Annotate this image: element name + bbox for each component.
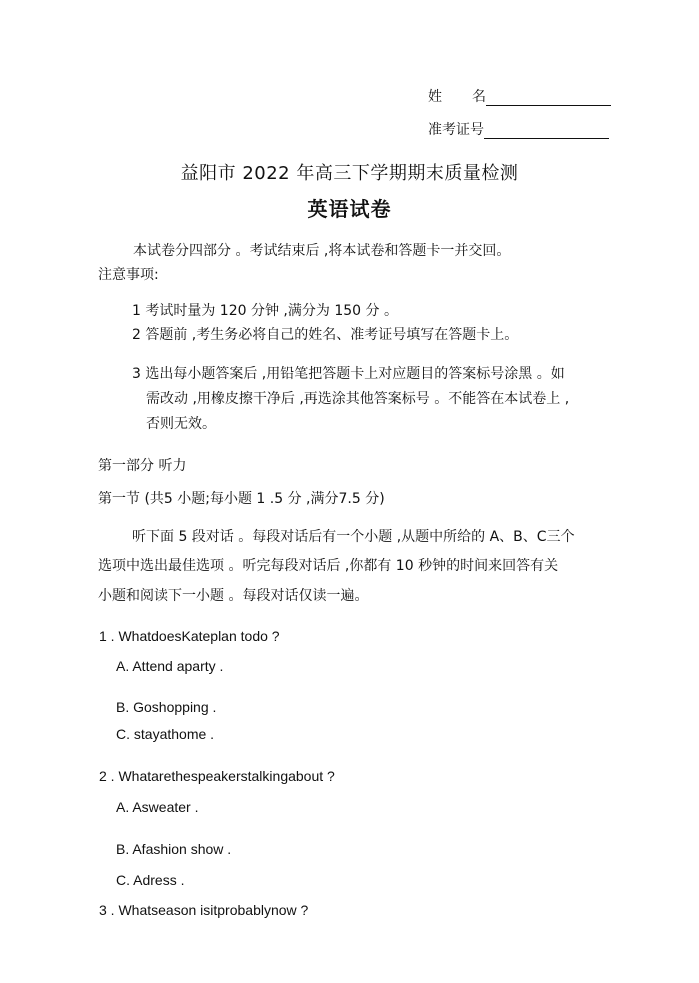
question-2-option-b[interactable]: B. Afashion show .: [116, 841, 232, 857]
instructions-line-2: 选项中选出最佳选项 。听完每段对话后 ,你都有 10 秒钟的时间来回答有关: [98, 558, 559, 574]
note-item-2: 2 答题前 ,考生务必将自己的姓名、准考证号填写在答题卡上。: [132, 327, 519, 343]
section1-heading: 第一节 (共5 小题;每小题 1 .5 分 ,满分7.5 分): [98, 491, 385, 507]
question-3-stem: 3 . Whatseason isitprobablynow ?: [99, 902, 309, 918]
exam-id-field: [428, 119, 609, 139]
intro-text: 本试卷分四部分 。考试结束后 ,将本试卷和答题卡一并交回。: [133, 243, 511, 259]
question-2-stem: 2 . Whatarethespeakerstalkingabout ?: [99, 768, 335, 784]
note-item-1: 1 考试时量为 120 分钟 ,满分为 150 分 。: [132, 303, 398, 319]
note-item-3-line2: 需改动 ,用橡皮擦干净后 ,再选涂其他答案标号 。不能答在本试卷上 ,: [146, 391, 570, 407]
exam-id-blank[interactable]: [484, 124, 609, 139]
instructions-line-3: 小题和阅读下一小题 。每段对话仅读一遍。: [98, 588, 369, 604]
question-1-option-a[interactable]: A. Attend aparty .: [116, 658, 224, 674]
name-blank[interactable]: [486, 91, 611, 106]
question-2-option-a[interactable]: A. Asweater .: [116, 799, 199, 815]
exam-id-label: 准考证号: [428, 122, 484, 138]
instructions-line-1: 听下面 5 段对话 。每段对话后有一个小题 ,从题中所给的 A、B、C三个: [132, 529, 575, 545]
part1-heading: 第一部分 听力: [98, 458, 187, 474]
note-item-3: 3 选出每小题答案后 ,用铅笔把答题卡上对应题目的答案标号涂黑 。如: [132, 366, 565, 382]
question-1-option-b[interactable]: B. Goshopping .: [116, 699, 217, 715]
exam-subtitle: 英语试卷: [307, 197, 392, 221]
exam-title: 益阳市 2022 年高三下学期期末质量检测: [180, 163, 519, 184]
note-item-3-line3: 否则无效。: [146, 416, 216, 432]
notes-heading: 注意事项:: [98, 267, 159, 283]
name-label-1: 姓: [428, 89, 442, 105]
name-label-2: 名: [472, 89, 486, 105]
question-1-stem: 1 . WhatdoesKateplan todo ?: [99, 628, 280, 644]
question-1-option-c[interactable]: C. stayathome .: [116, 726, 215, 742]
question-2-option-c[interactable]: C. Adress .: [116, 872, 185, 888]
name-field: [428, 86, 611, 106]
